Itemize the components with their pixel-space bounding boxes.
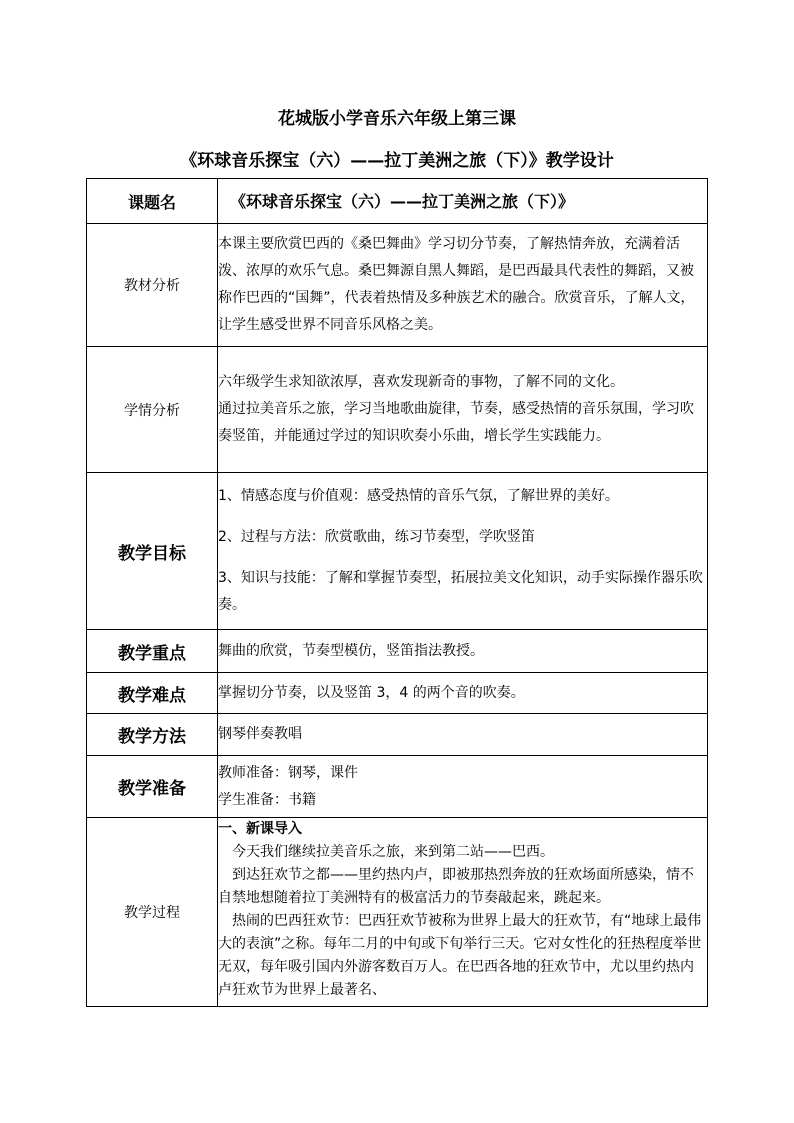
goal-1: 1、情感态度与价值观：感受热情的音乐气氛，了解世界的美好。 — [218, 488, 619, 504]
table-row-key-points — [87, 630, 708, 673]
key-points-text: 舞曲的欣赏，节奏型模仿，竖笛指法教授。 — [218, 630, 708, 673]
preparation-cell — [218, 756, 708, 818]
process-section-heading: 一、新课导入 — [218, 821, 302, 837]
process-paragraph-2: 到达狂欢节之都——里约热内卢，即被那热烈奔放的狂欢场面所感染，情不自禁地想随着拉丁美洲特有的极富活力的节奏敲起来，跳起来。 — [218, 867, 694, 906]
key-points-label: 教学重点 — [87, 630, 218, 673]
document-title-line1: 花城版小学音乐六年级上第三课 — [278, 109, 516, 129]
teaching-process-cell — [218, 818, 708, 1007]
student-analysis-cell — [218, 347, 708, 473]
teaching-process-label: 教学过程 — [87, 818, 218, 1007]
student-analysis-p1: 六年级学生求知欲浓厚，喜欢发现新奇的事物，了解不同的文化。 — [218, 374, 624, 390]
table-row-teaching-goals — [87, 473, 708, 630]
process-paragraph-1: 今天我们继续拉美音乐之旅，来到第二站——巴西。 — [232, 844, 554, 860]
goal-3: 3、知识与技能：了解和掌握节奏型，拓展拉美文化知识，动手实际操作器乐吹奏。 — [218, 570, 703, 613]
preparation-label: 教学准备 — [87, 756, 218, 818]
material-analysis-label: 教材分析 — [87, 224, 218, 347]
topic-value: 《环球音乐探宝（六）——拉丁美洲之旅（下）》 — [218, 179, 708, 224]
teacher-preparation: 教师准备：钢琴，课件 — [218, 764, 358, 781]
student-preparation: 学生准备：书籍 — [218, 791, 316, 808]
goal-2: 2、过程与方法：欣赏歌曲，练习节奏型，学吹竖笛 — [218, 529, 535, 545]
student-analysis-label: 学情分析 — [87, 347, 218, 473]
teaching-process-content — [218, 818, 707, 1006]
teaching-goals-label: 教学目标 — [87, 473, 218, 630]
process-paragraph-3: 热闹的巴西狂欢节：巴西狂欢节被称为世界上最大的狂欢节，有“地球上最伟大的表演”之称。每年二月的中旬或下旬举行三天。它对女性化的狂热程度举世无双，每年吸引国内外游客数百万人。在巴西各地的狂欢节中，尤以里约热内卢狂欢节为世界上最著名、 — [218, 913, 702, 998]
difficulties-text: 掌握切分节奏，以及竖笛 3，4 的两个音的吹奏。 — [218, 673, 708, 714]
table-row-student-analysis — [87, 347, 708, 473]
methods-label: 教学方法 — [87, 714, 218, 756]
table-row-methods — [87, 714, 708, 756]
table-row-material-analysis — [87, 224, 708, 347]
lesson-plan-table — [86, 178, 708, 1007]
table-row-difficulties — [87, 673, 708, 714]
difficulties-label: 教学难点 — [87, 673, 218, 714]
methods-text: 钢琴伴奏教唱 — [218, 714, 708, 756]
student-analysis-p2: 通过拉美音乐之旅，学习当地歌曲旋律，节奏，感受热情的音乐氛围，学习吹奏竖笛，并能通过学过的知识吹奏小乐曲，增长学生实践能力。 — [218, 401, 694, 444]
document-title-line2: 《环球音乐探宝（六）——拉丁美洲之旅（下）》教学设计 — [180, 151, 614, 171]
table-row-topic — [87, 179, 708, 224]
material-analysis-text: 本课主要欣赏巴西的《桑巴舞曲》学习切分节奏，了解热情奔放，充满着活泼、浓厚的欢乐气息。桑巴舞源自黑人舞蹈，是巴西最具代表性的舞蹈，又被称作巴西的“国舞”，代表着热情及多种族艺术的融合。欣赏音乐，了解人文，让学生感受世界不同音乐风格之美。 — [218, 224, 708, 347]
table-row-teaching-process — [87, 818, 708, 1007]
teaching-goals-cell — [218, 473, 708, 630]
topic-label: 课题名 — [87, 179, 218, 224]
table-row-preparation — [87, 756, 708, 818]
